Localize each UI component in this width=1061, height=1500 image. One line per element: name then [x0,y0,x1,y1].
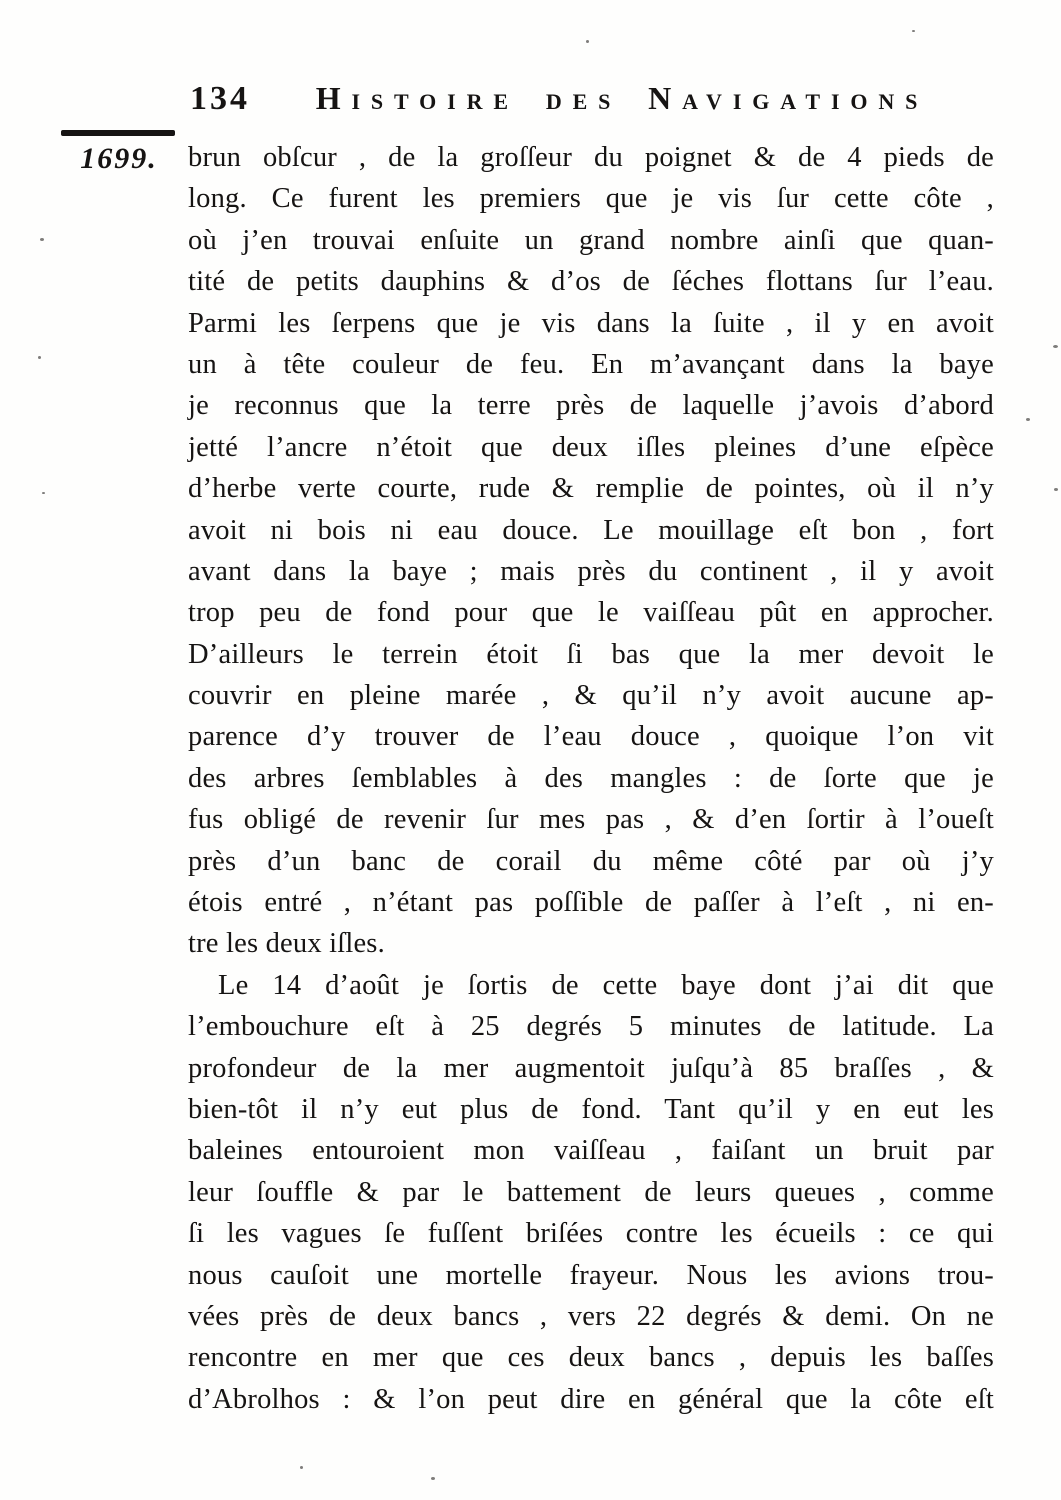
ink-speck [38,356,41,359]
page-number: 134 [190,80,250,117]
text-line: des arbres ſemblables à des mangles : de ſorte que je [188,762,994,794]
ink-speck [40,238,44,241]
text-line: couvrir en pleine marée , & qu’il n’y avoit aucune ap- [188,680,994,712]
text-line: l’embouchure eſt à 25 degrés 5 minutes de latitude. La [188,1011,994,1043]
text-line: nous cauſoit une mortelle frayeur. Nous les avions trou- [188,1259,994,1291]
text-line: avant dans la baye ; mais près du continent , il y avoit [188,555,994,587]
text-line: Parmi les ſerpens que je vis dans la ſuite , il y en avoit [188,307,994,339]
text-line: étois entré , n’étant pas poſſible de paſſer à l’eſt , ni en- [188,887,994,919]
ink-speck [586,40,589,43]
text-line: un à tête couleur de feu. En m’avançant dans la baye [188,348,994,380]
text-line: long. Ce furent les premiers que je vis ſur cette côte , [188,183,994,215]
text-line: ſi les vagues ſe fuſſent briſées contre les écueils : ce qui [188,1218,994,1250]
text-line: je reconnus que la terre près de laquelle j’avois d’abord [188,390,994,422]
text-line: Le 14 d’août je ſortis de cette baye dont j’ai dit que [218,969,994,1001]
text-line: vées près de deux bancs , vers 22 degrés & demi. On ne [188,1300,994,1332]
text-line: d’herbe verte courte, rude & remplie de pointes, où il n’y [188,473,994,505]
running-head [188,80,994,118]
ink-speck [431,1477,435,1480]
ink-speck [1053,345,1058,348]
text-line: parence d’y trouver de l’eau douce , quoique l’on vit [188,721,994,753]
text-line: D’ailleurs le terrein étoit ſi bas que la mer devoit le [188,638,994,670]
margin-note [58,130,180,176]
text-line: jetté l’ancre n’étoit que deux iſles pleines d’une eſpèce [188,431,994,463]
text-line: profondeur de la mer augmentoit juſqu’à 85 braſſes , & [188,1052,994,1084]
text-line: où j’en trouvai enſuite un grand nombre ainſi que quan- [188,224,994,256]
text-line: tre les deux iſles. [188,928,385,960]
margin-rule [61,130,175,136]
text-line: baleines entouroient mon vaiſſeau , faiſant un bruit par [188,1135,994,1167]
ink-speck [42,492,45,494]
body-text [188,137,994,1420]
margin-year: 1699. [80,142,158,175]
page-title: Histoire des Navigations [315,80,929,116]
text-line: rencontre en mer que ces deux bancs , depuis les baſſes [188,1342,994,1374]
text-line: leur ſouffle & par le battement de leurs queues , comme [188,1176,994,1208]
ink-speck [912,30,915,32]
ink-speck [1054,488,1058,491]
text-line: avoit ni bois ni eau douce. Le mouillage eſt bon , fort [188,514,994,546]
text-line: bien-tôt il n’y eut plus de fond. Tant qu’il y en eut les [188,1093,994,1125]
text-line: d’Abrolhos : & l’on peut dire en général que la côte eſt [188,1383,994,1415]
text-line: trop peu de fond pour que le vaiſſeau pût en approcher. [188,597,994,629]
text-line: fus obligé de revenir ſur mes pas , & d’en ſortir à l’oueſt [188,804,994,836]
text-line: brun obſcur , de la groſſeur du poignet & de 4 pieds de [188,142,994,173]
text-line: près d’un banc de corail du même côté par où j’y [188,845,994,877]
ink-speck [300,1466,303,1469]
ink-speck [1026,418,1030,421]
text-line: tité de petits dauphins & d’os de ſéches flottans ſur l’eau. [188,266,994,298]
